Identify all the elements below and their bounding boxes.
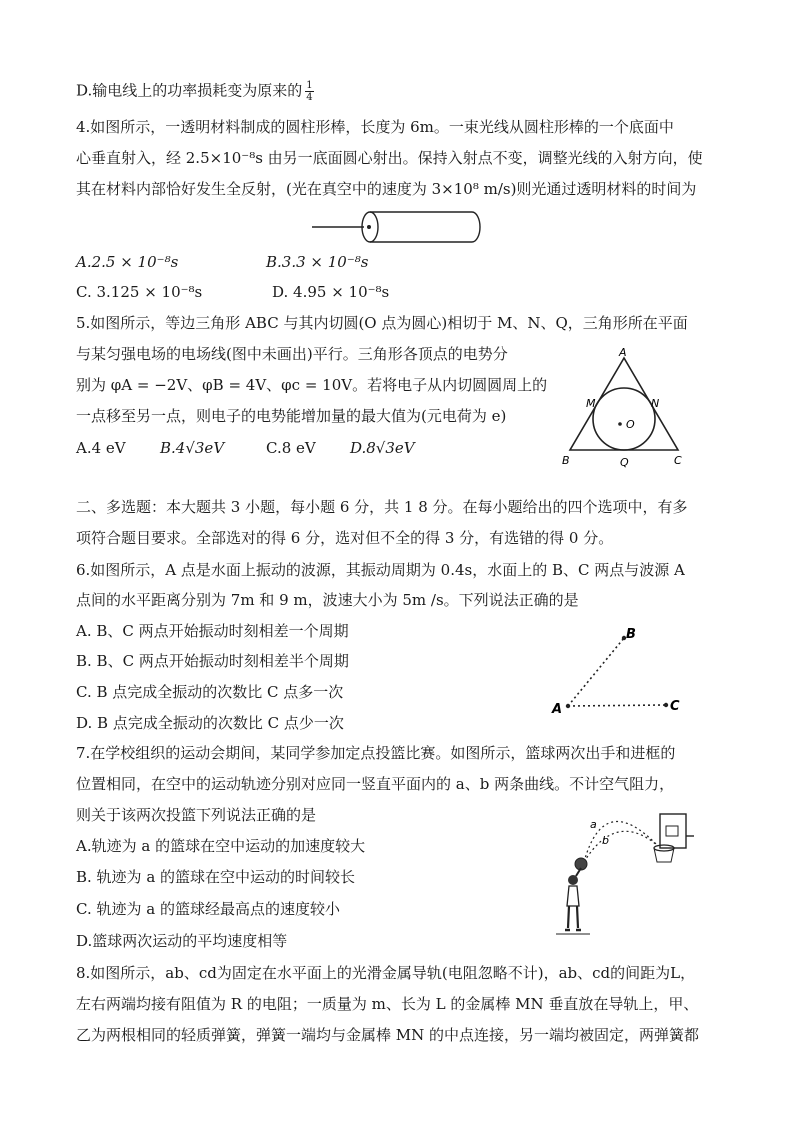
section-2-line-1: 二、多选题：本大题共 3 小题，每小题 6 分，共 1 8 分。在每小题给出的四个选项中，有多 (76, 498, 688, 516)
cylinder-body (370, 212, 480, 242)
label-c: C (674, 454, 682, 467)
q6-stem-line-2: 点间的水平距离分别为 7m 和 9 m，波速大小为 5m /s。下列说法正确的是 (76, 591, 579, 609)
fraction-denominator: 4 (306, 92, 313, 103)
q7-stem-line-1: 7.在学校组织的运动会期间，某同学参加定点投篮比赛。如图所示，篮球两次出手和进框的 (76, 744, 676, 762)
triangle-incircle-figure (560, 348, 690, 474)
wave-source-figure (548, 626, 688, 718)
q8-stem-line-3: 乙为两根相同的轻质弹簧，弹簧一端均与金属棒 MN 的中点连接，另一端均被固定，两弹簧都 (76, 1026, 700, 1044)
q7-stem-line-2: 位置相同，在空中的运动轨迹分别对应同一竖直平面内的 a、b 两条曲线。不计空气阻力， (76, 775, 675, 793)
label-b: B (562, 454, 570, 467)
q7-option-a: A.轨迹为 a 的篮球在空中运动的加速度较大 (76, 837, 366, 855)
player-legs (568, 906, 578, 928)
player-torso (567, 886, 579, 906)
q7-stem-line-3: 则关于该两次投篮下列说法正确的是 (76, 806, 317, 824)
q8-stem-line-1: 8.如图所示，ab、cd为固定在水平面上的光滑金属导轨(电阻忽略不计)，ab、cd的间距为L， (76, 964, 696, 982)
q5-option-d: D.8√3eV (350, 439, 415, 457)
q4-stem-line-3: 其在材料内部恰好发生全反射，(光在真空中的速度为 3×10⁸ m/s)则光通过透明材料的时间为 (76, 180, 697, 198)
point-c (664, 703, 668, 707)
q6-option-a: A. B、C 两点开始振动时刻相差一个周期 (76, 622, 349, 640)
q4-option-d: D. 4.95 × 10⁻⁸s (272, 283, 390, 301)
trajectory-b (584, 831, 658, 862)
q3-option-d-text: D.输电线上的功率损耗变为原来的 (76, 81, 303, 100)
fraction (305, 80, 313, 103)
q5-stem-line-1: 5.如图所示，等边三角形 ABC 与其内切圆(O 点为圆心)相切于 M、N、Q，三角形所在平面 (76, 314, 688, 332)
q5-stem-line-3: 别为 φA = −2V、φB = 4V、φc = 10V。若将电子从内切圆圆周上的 (76, 376, 548, 394)
q4-option-a: A.2.5 × 10⁻⁸s (76, 253, 179, 271)
q6-option-c: C. B 点完成全振动的次数比 C 点多一次 (76, 683, 344, 701)
q4-option-c: C. 3.125 × 10⁻⁸s (76, 283, 203, 301)
line-ac (568, 705, 666, 706)
q5-option-a: A.4 eV (76, 439, 126, 457)
q5-option-b: B.4√3eV (160, 439, 225, 457)
label-a: A (619, 346, 627, 359)
basketball-shot-figure (556, 796, 696, 946)
entry-point (367, 225, 371, 229)
backboard-square (666, 826, 678, 836)
fraction-numerator: 1 (306, 80, 313, 91)
q4-option-b: B.3.3 × 10⁻⁸s (266, 253, 369, 271)
label-c: C (670, 699, 680, 714)
q8-stem-line-2: 左右两端均接有阻值为 R 的电阻；一质量为 m、长为 L 的金属棒 MN 垂直放在导轨上，甲、 (76, 995, 699, 1013)
center-point (618, 422, 622, 426)
label-q: Q (620, 456, 629, 469)
q5-option-c: C.8 eV (266, 439, 316, 457)
q6-option-b: B. B、C 两点开始振动时刻相差半个周期 (76, 652, 349, 670)
section-2-line-2: 项符合题目要求。全部选对的得 6 分，选对但不全的得 3 分，有选错的得 0 分。 (76, 529, 614, 547)
q7-option-b: B. 轨迹为 a 的篮球在空中运动的时间较长 (76, 868, 356, 886)
label-m: M (586, 397, 596, 410)
q4-stem-line-2: 心垂直射入，经 2.5×10⁻⁸s 由另一底面圆心射出。保持入射点不变，调整光线的入射方向，使 (76, 149, 703, 167)
cylinder-rod-figure (312, 208, 487, 246)
label-n: N (651, 397, 660, 410)
q5-stem-line-2: 与某匀强电场的电场线(图中未画出)平行。三角形各顶点的电势分 (76, 345, 508, 363)
q7-option-c: C. 轨迹为 a 的篮球经最高点的速度较小 (76, 900, 340, 918)
q6-option-d: D. B 点完成全振动的次数比 C 点少一次 (76, 714, 344, 732)
q3-option-d (76, 80, 314, 103)
label-a: a (590, 818, 597, 831)
label-b: b (602, 834, 609, 847)
line-ab (568, 638, 624, 706)
point-a (566, 704, 570, 708)
q5-stem-line-4: 一点移至另一点，则电子的电势能增加量的最大值为(元电荷为 e) (76, 407, 507, 425)
player-head (568, 875, 578, 885)
label-b: B (626, 627, 636, 642)
label-a: A (552, 702, 563, 717)
incircle (593, 388, 655, 450)
backboard (660, 814, 686, 848)
q7-option-d: D.篮球两次运动的平均速度相等 (76, 932, 288, 950)
q6-stem-line-1: 6.如图所示，A 点是水面上振动的波源，其振动周期为 0.4s，水面上的 B、C 两点与波源 A (76, 561, 685, 579)
label-o: O (626, 418, 635, 431)
q4-stem-line-1: 4.如图所示，一透明材料制成的圆柱形棒，长度为 6m。一束光线从圆柱形棒的一个底面中 (76, 118, 674, 136)
